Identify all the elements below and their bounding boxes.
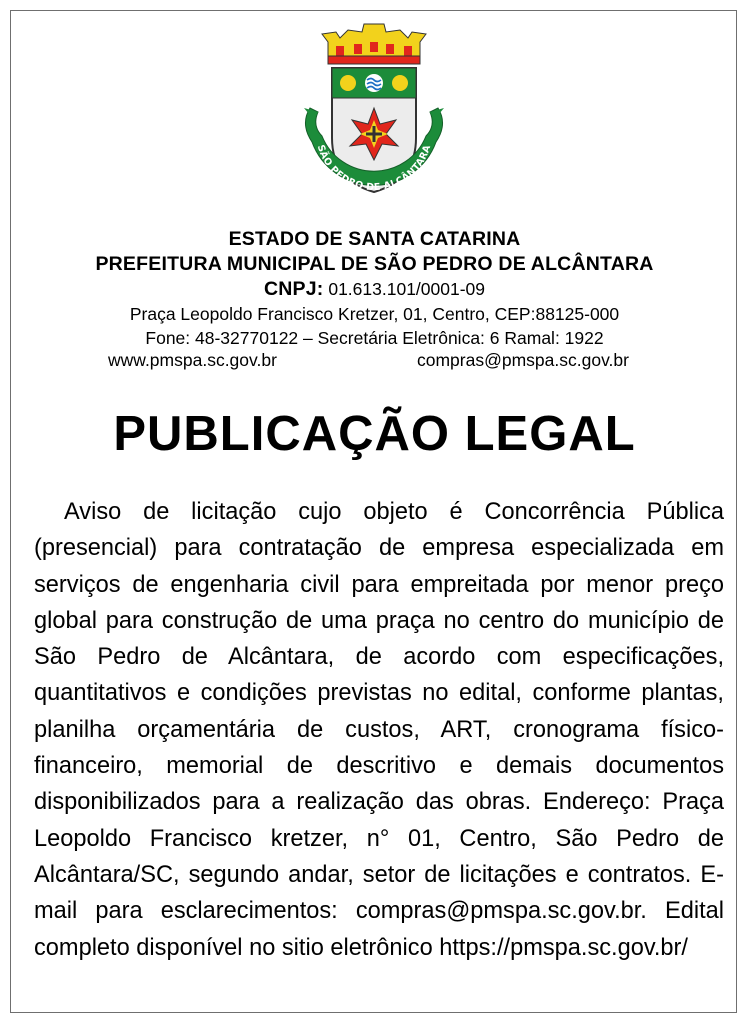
municipality-name: PREFEITURA MUNICIPAL DE SÃO PEDRO DE ALCÂNTARA — [95, 253, 654, 275]
page-title: PUBLICAÇÃO LEGAL — [113, 407, 636, 461]
notice-text: Aviso de licitação cujo objeto é Concorrência Pública (presencial) para contratação de empresa especializada em serviços de engenharia civil para empreitada por menor preço global para construção de uma praça no centro do município de São Pedro de Alcântara, de acordo com especificações, quantitativos e condições previstas no edital, conforme plantas, planilha orçamentária de custos, ART, cronograma físico-financeiro, memorial de descritivo e demais documentos disponibilizados para a realização das obras. Endereço: Praça Leopoldo Francisco kretzer, n° 01, Centro, São Pedro de Alcântara/SC, segundo andar, setor de licitações e contratos. E-mail para esclarecimentos: compras@pmspa.sc.gov.br. Edital completo disponível no sitio eletrônico https://pmspa.sc.gov.br/ — [34, 499, 724, 961]
phone-line: Fone: 48-32770122 – Secretária Eletrônica: 6 Ramal: 1922 — [145, 328, 604, 348]
municipal-coat-of-arms — [288, 12, 460, 212]
cnpj-value: 01.613.101/0001-09 — [323, 279, 486, 299]
address-line: Praça Leopoldo Francisco Kretzer, 01, Centro, CEP:88125-000 — [129, 304, 620, 324]
contact-row — [0, 350, 749, 376]
mural-crown-icon — [322, 24, 426, 64]
email-link[interactable]: compras@pmspa.sc.gov.br — [417, 350, 629, 370]
cnpj-line — [0, 277, 749, 302]
letterhead — [0, 227, 749, 376]
website-link[interactable]: www.pmspa.sc.gov.br — [108, 350, 277, 370]
ribbon-text: SÃO PEDRO DE ALCÂNTARA — [314, 143, 434, 194]
cnpj-label: CNPJ: — [263, 278, 324, 300]
state-name: ESTADO DE SANTA CATARINA — [228, 228, 521, 250]
